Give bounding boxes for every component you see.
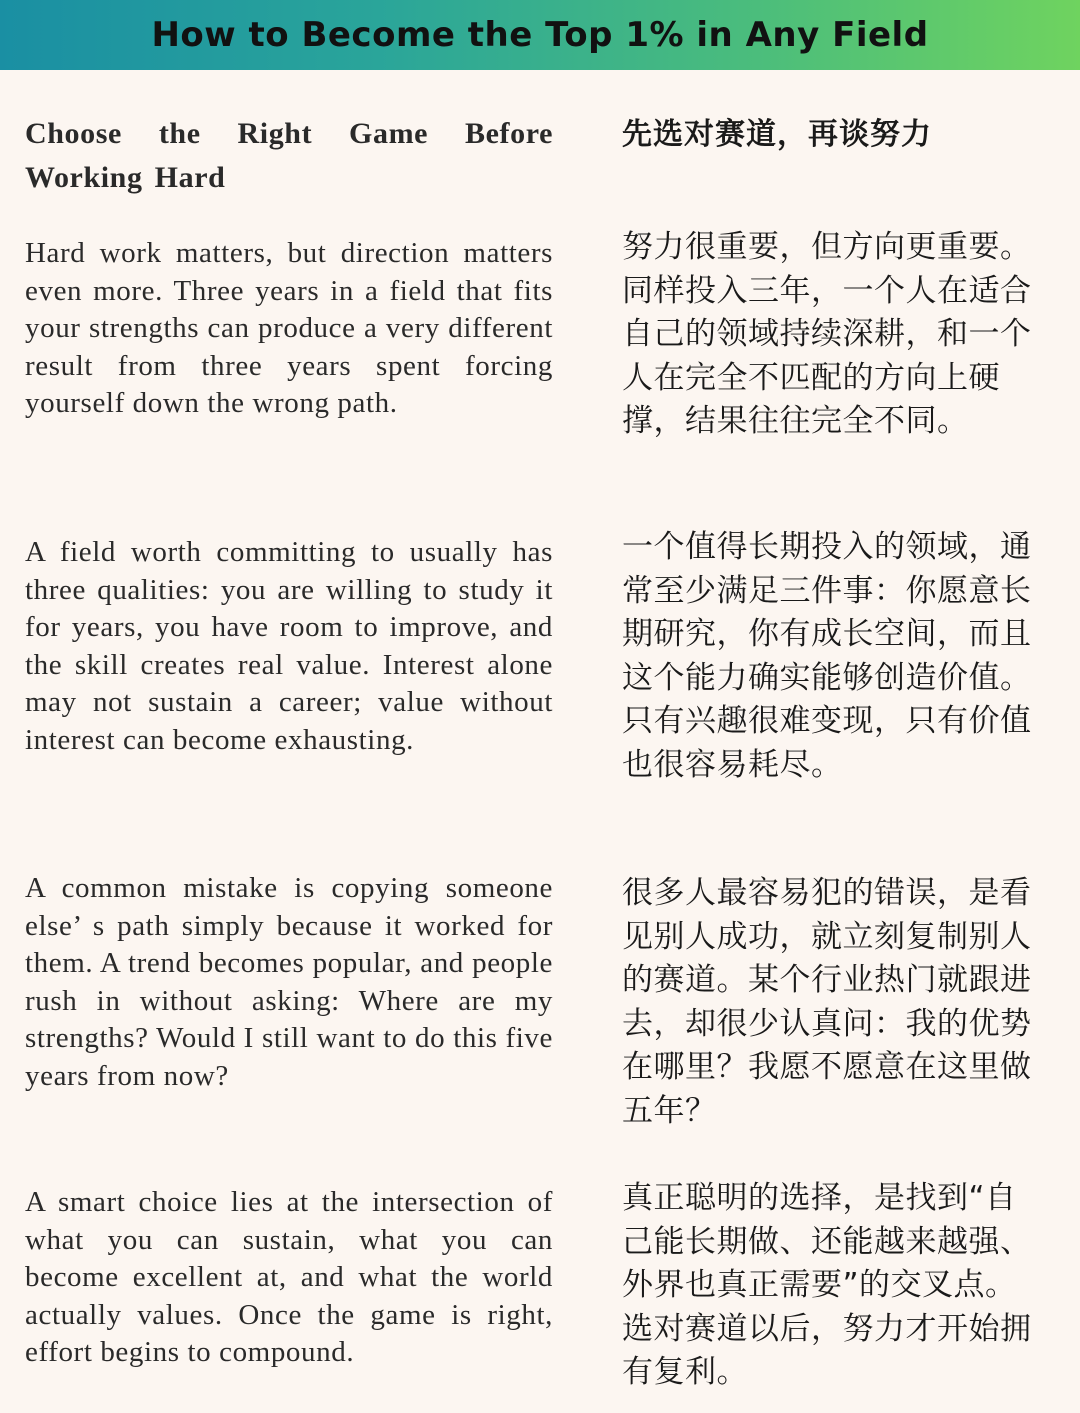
paragraph-en-4: A smart choice lies at the intersection of what you can sustain, what you can become excellent at, and what the world actually values. Once the game is right, effort begins to compound. <box>25 1186 553 1368</box>
paragraph-en-3: A common mistake is copying someone else’ s path simply because it worked for them. A trend becomes popular, and people rush in without asking: Where are my strengths? Would I still want to do this five years from now? <box>25 872 553 1092</box>
paragraph-zh-4: 真正聪明的选择，是找到“自己能长期做、还能越来越强、外界也真正需要”的交叉点。选对赛道以后，努力才开始拥有复利。 <box>622 1180 1032 1390</box>
heading-en: Choose the Right Game Before Working Hard <box>25 117 553 194</box>
paragraph-en-1: Hard work matters, but direction matters even more. Three years in a field that fits your strengths can produce a very different result from three years spent forcing yourself down the wrong path. <box>25 237 553 419</box>
paragraph-zh-3: 很多人最容易犯的错误，是看见别人成功，就立刻复制别人的赛道。某个行业热门就跟进去，却很少认真问：我的优势在哪里？我愿不愿意在这里做五年？ <box>622 875 1032 1129</box>
paragraph-zh-2: 一个值得长期投入的领域，通常至少满足三件事：你愿意长期研究，你有成长空间，而且这个能力确实能够创造价值。只有兴趣很难变现，只有价值也很容易耗尽。 <box>622 529 1032 783</box>
paragraph-en-2: A field worth committing to usually has three qualities: you are willing to study it for years, you have room to improve, and the skill creates real value. Interest alone may not sustain a career; value without interest can become exhausting. <box>25 536 553 756</box>
title-banner <box>0 0 1080 70</box>
paragraph-zh-1: 努力很重要，但方向更重要。同样投入三年，一个人在适合自己的领域持续深耕，和一个人在完全不匹配的方向上硬撑，结果往往完全不同。 <box>622 229 1032 439</box>
page-title: How to Become the Top 1% in Any Field <box>151 15 929 55</box>
heading-zh: 先选对赛道，再谈努力 <box>622 117 932 152</box>
